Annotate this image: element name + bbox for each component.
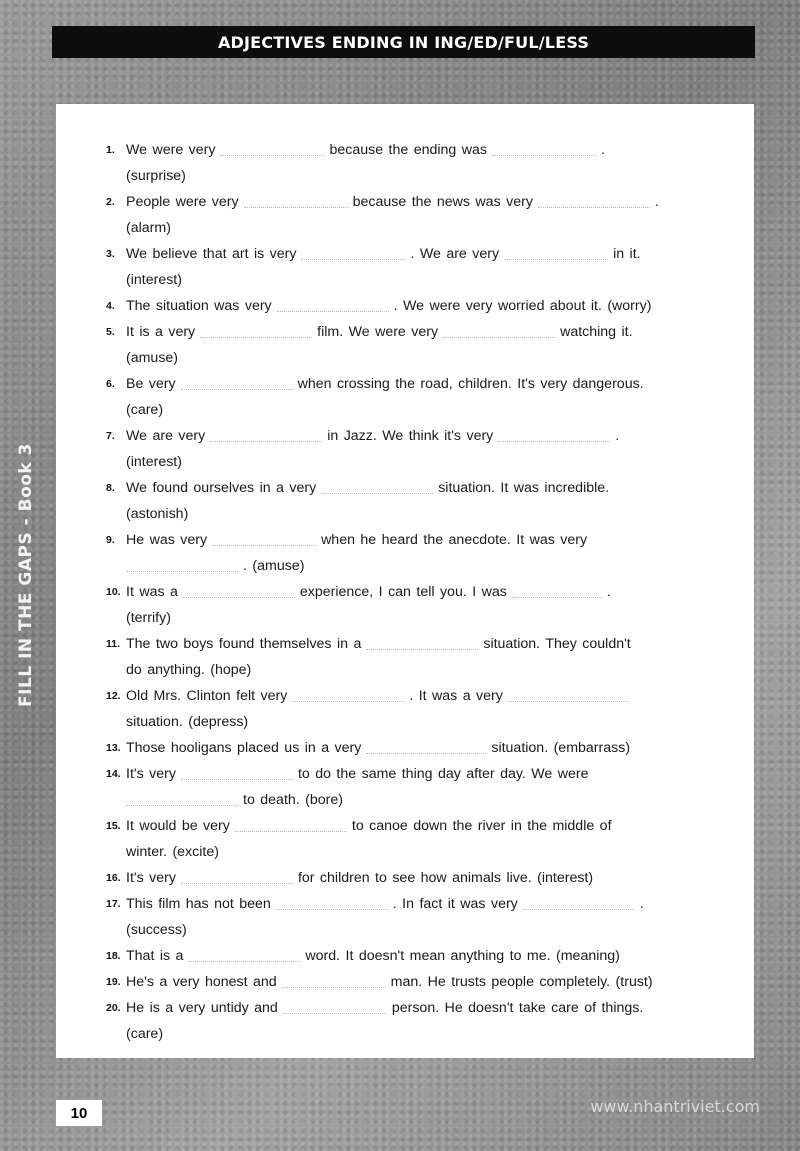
item-text: The situation was very — [126, 298, 272, 314]
item-hint: (amuse) — [126, 350, 179, 366]
item-number: 2. — [106, 196, 115, 208]
answer-blank[interactable] — [244, 193, 348, 208]
item-hint: situation. (depress) — [126, 714, 249, 730]
item-number: 11. — [106, 638, 121, 650]
item-text: . We were very worried about it. (worry) — [393, 298, 652, 314]
item-hint: (success) — [126, 922, 187, 938]
answer-blank[interactable] — [443, 323, 555, 338]
answer-blank[interactable] — [277, 297, 389, 312]
exercise-item-4 — [56, 293, 754, 319]
item-text: film. We were very — [317, 324, 439, 340]
answer-blank[interactable] — [301, 245, 405, 260]
item-number: 17. — [106, 898, 121, 910]
answer-blank[interactable] — [366, 635, 478, 650]
item-text: . — [601, 142, 605, 158]
item-number: 9. — [106, 534, 115, 546]
item-text: man. He trusts people completely. (trust) — [390, 974, 653, 990]
item-text: in it. — [613, 246, 641, 262]
item-text: People were very — [126, 194, 239, 210]
exercise-item-5 — [56, 319, 754, 371]
answer-blank[interactable] — [235, 817, 347, 832]
item-hint: winter. (excite) — [126, 844, 219, 860]
item-text: It's very — [126, 766, 176, 782]
exercise-item-10 — [56, 579, 754, 631]
item-number: 3. — [106, 248, 115, 260]
item-hint: (astonish) — [126, 506, 189, 522]
item-hint: (interest) — [126, 272, 182, 288]
item-text: Be very — [126, 376, 176, 392]
answer-blank[interactable] — [523, 895, 635, 910]
item-text: situation. (embarrass) — [491, 740, 631, 756]
answer-blank[interactable] — [492, 141, 596, 156]
item-text: The two boys found themselves in a — [126, 636, 362, 652]
answer-blank[interactable] — [183, 583, 295, 598]
answer-blank[interactable] — [126, 791, 238, 806]
answer-blank[interactable] — [504, 245, 608, 260]
item-text: . — [654, 194, 659, 210]
exercise-item-17 — [56, 891, 754, 943]
item-number: 14. — [106, 768, 121, 780]
exercise-item-13 — [56, 735, 754, 761]
item-text: It would be very — [126, 818, 230, 834]
exercise-sheet — [56, 104, 754, 1058]
item-text: to do the same thing day after day. We were — [297, 766, 589, 782]
item-number: 15. — [106, 820, 121, 832]
answer-blank[interactable] — [283, 999, 387, 1014]
answer-blank[interactable] — [181, 375, 293, 390]
answer-blank[interactable] — [538, 193, 650, 208]
item-text: He was very — [126, 532, 208, 548]
item-text: It's very — [126, 870, 176, 886]
item-text: situation. It was incredible. — [438, 480, 610, 496]
answer-blank[interactable] — [126, 557, 238, 572]
item-text: . We are very — [410, 246, 500, 262]
exercise-item-9 — [56, 527, 754, 579]
item-text: to death. (bore) — [243, 792, 344, 808]
item-number: 12. — [106, 690, 121, 702]
answer-blank[interactable] — [210, 427, 322, 442]
exercise-item-6 — [56, 371, 754, 423]
item-text: in Jazz. We think it's very — [327, 428, 494, 444]
item-text: to canoe down the river in the middle of — [351, 818, 612, 834]
answer-blank[interactable] — [181, 765, 293, 780]
item-number: 20. — [106, 1002, 121, 1014]
item-text: We are very — [126, 428, 206, 444]
series-label-text: FILL IN THE GAPS - Book 3 — [16, 443, 36, 707]
exercise-item-12 — [56, 683, 754, 735]
item-hint: (interest) — [126, 454, 182, 470]
item-hint: do anything. (hope) — [126, 662, 252, 678]
exercise-item-7 — [56, 423, 754, 475]
item-text: We believe that art is very — [126, 246, 297, 262]
answer-blank[interactable] — [181, 869, 293, 884]
answer-blank[interactable] — [512, 583, 602, 598]
exercise-item-19 — [56, 969, 754, 995]
item-number: 6. — [106, 378, 115, 390]
item-text: . — [615, 428, 620, 444]
item-number: 4. — [106, 300, 115, 312]
answer-blank[interactable] — [321, 479, 433, 494]
item-number: 10. — [106, 586, 121, 598]
answer-blank[interactable] — [200, 323, 312, 338]
item-text: when he heard the anecdote. It was very — [321, 532, 588, 548]
item-text: watching it. — [560, 324, 633, 340]
answer-blank[interactable] — [292, 687, 404, 702]
item-text: word. It doesn't mean anything to me. (meaning) — [305, 948, 620, 964]
answer-blank[interactable] — [276, 895, 388, 910]
worksheet-title: ADJECTIVES ENDING IN ING/ED/FUL/LESS — [217, 32, 590, 52]
item-hint: (surprise) — [126, 168, 186, 184]
item-number: 8. — [106, 482, 115, 494]
item-text: . — [606, 584, 611, 600]
item-number: 13. — [106, 742, 121, 754]
answer-blank[interactable] — [366, 739, 486, 754]
answer-blank[interactable] — [220, 141, 324, 156]
item-number: 5. — [106, 326, 115, 338]
item-text: Those hooligans placed us in a very — [126, 740, 362, 756]
item-text: when crossing the road, children. It's very dangerous. — [297, 376, 644, 392]
answer-blank[interactable] — [498, 427, 610, 442]
item-number: 18. — [106, 950, 121, 962]
exercise-item-20 — [56, 995, 754, 1047]
item-hint: (care) — [126, 402, 164, 418]
exercise-list — [56, 137, 754, 1047]
exercise-item-16 — [56, 865, 754, 891]
item-text: It is a very — [126, 324, 196, 340]
item-text: We were very — [126, 142, 216, 158]
item-text: because the ending was — [329, 142, 487, 158]
item-text: He's a very honest and — [126, 974, 277, 990]
item-text: because the news was very — [352, 194, 533, 210]
exercise-item-1 — [56, 137, 754, 189]
publisher-website: www.nhantriviet.com — [590, 1097, 760, 1116]
item-text: for children to see how animals live. (interest) — [297, 870, 594, 886]
series-side-label — [8, 420, 44, 730]
item-text: He is a very untidy and — [126, 1000, 278, 1016]
item-text: That is a — [126, 948, 184, 964]
answer-blank[interactable] — [188, 947, 300, 962]
item-text: . In fact it was very — [392, 896, 518, 912]
item-hint: (terrify) — [126, 610, 171, 626]
item-text: experience, I can tell you. I was — [299, 584, 507, 600]
item-hint: (care) — [126, 1026, 164, 1042]
exercise-item-2 — [56, 189, 754, 241]
exercise-item-15 — [56, 813, 754, 865]
item-text: person. He doesn't take care of things. — [391, 1000, 644, 1016]
item-number: 7. — [106, 430, 115, 442]
answer-blank[interactable] — [508, 687, 628, 702]
item-text: It was a — [126, 584, 178, 600]
exercise-item-18 — [56, 943, 754, 969]
item-number: 16. — [106, 872, 121, 884]
item-text: This film has not been — [126, 896, 271, 912]
item-number: 1. — [106, 144, 115, 156]
item-text: Old Mrs. Clinton felt very — [126, 688, 288, 704]
exercise-item-11 — [56, 631, 754, 683]
item-text: . (amuse) — [243, 558, 305, 574]
exercise-item-3 — [56, 241, 754, 293]
worksheet-title-bar — [52, 26, 755, 58]
page-number: 10 — [70, 1104, 88, 1122]
answer-blank[interactable] — [282, 973, 386, 988]
exercise-item-14 — [56, 761, 754, 813]
page-number-box — [56, 1100, 102, 1126]
item-text: We found ourselves in a very — [126, 480, 317, 496]
item-text: situation. They couldn't — [483, 636, 631, 652]
answer-blank[interactable] — [212, 531, 316, 546]
item-number: 19. — [106, 976, 121, 988]
item-text: . — [639, 896, 644, 912]
item-text: . It was a very — [409, 688, 503, 704]
item-hint: (alarm) — [126, 220, 171, 236]
exercise-item-8 — [56, 475, 754, 527]
